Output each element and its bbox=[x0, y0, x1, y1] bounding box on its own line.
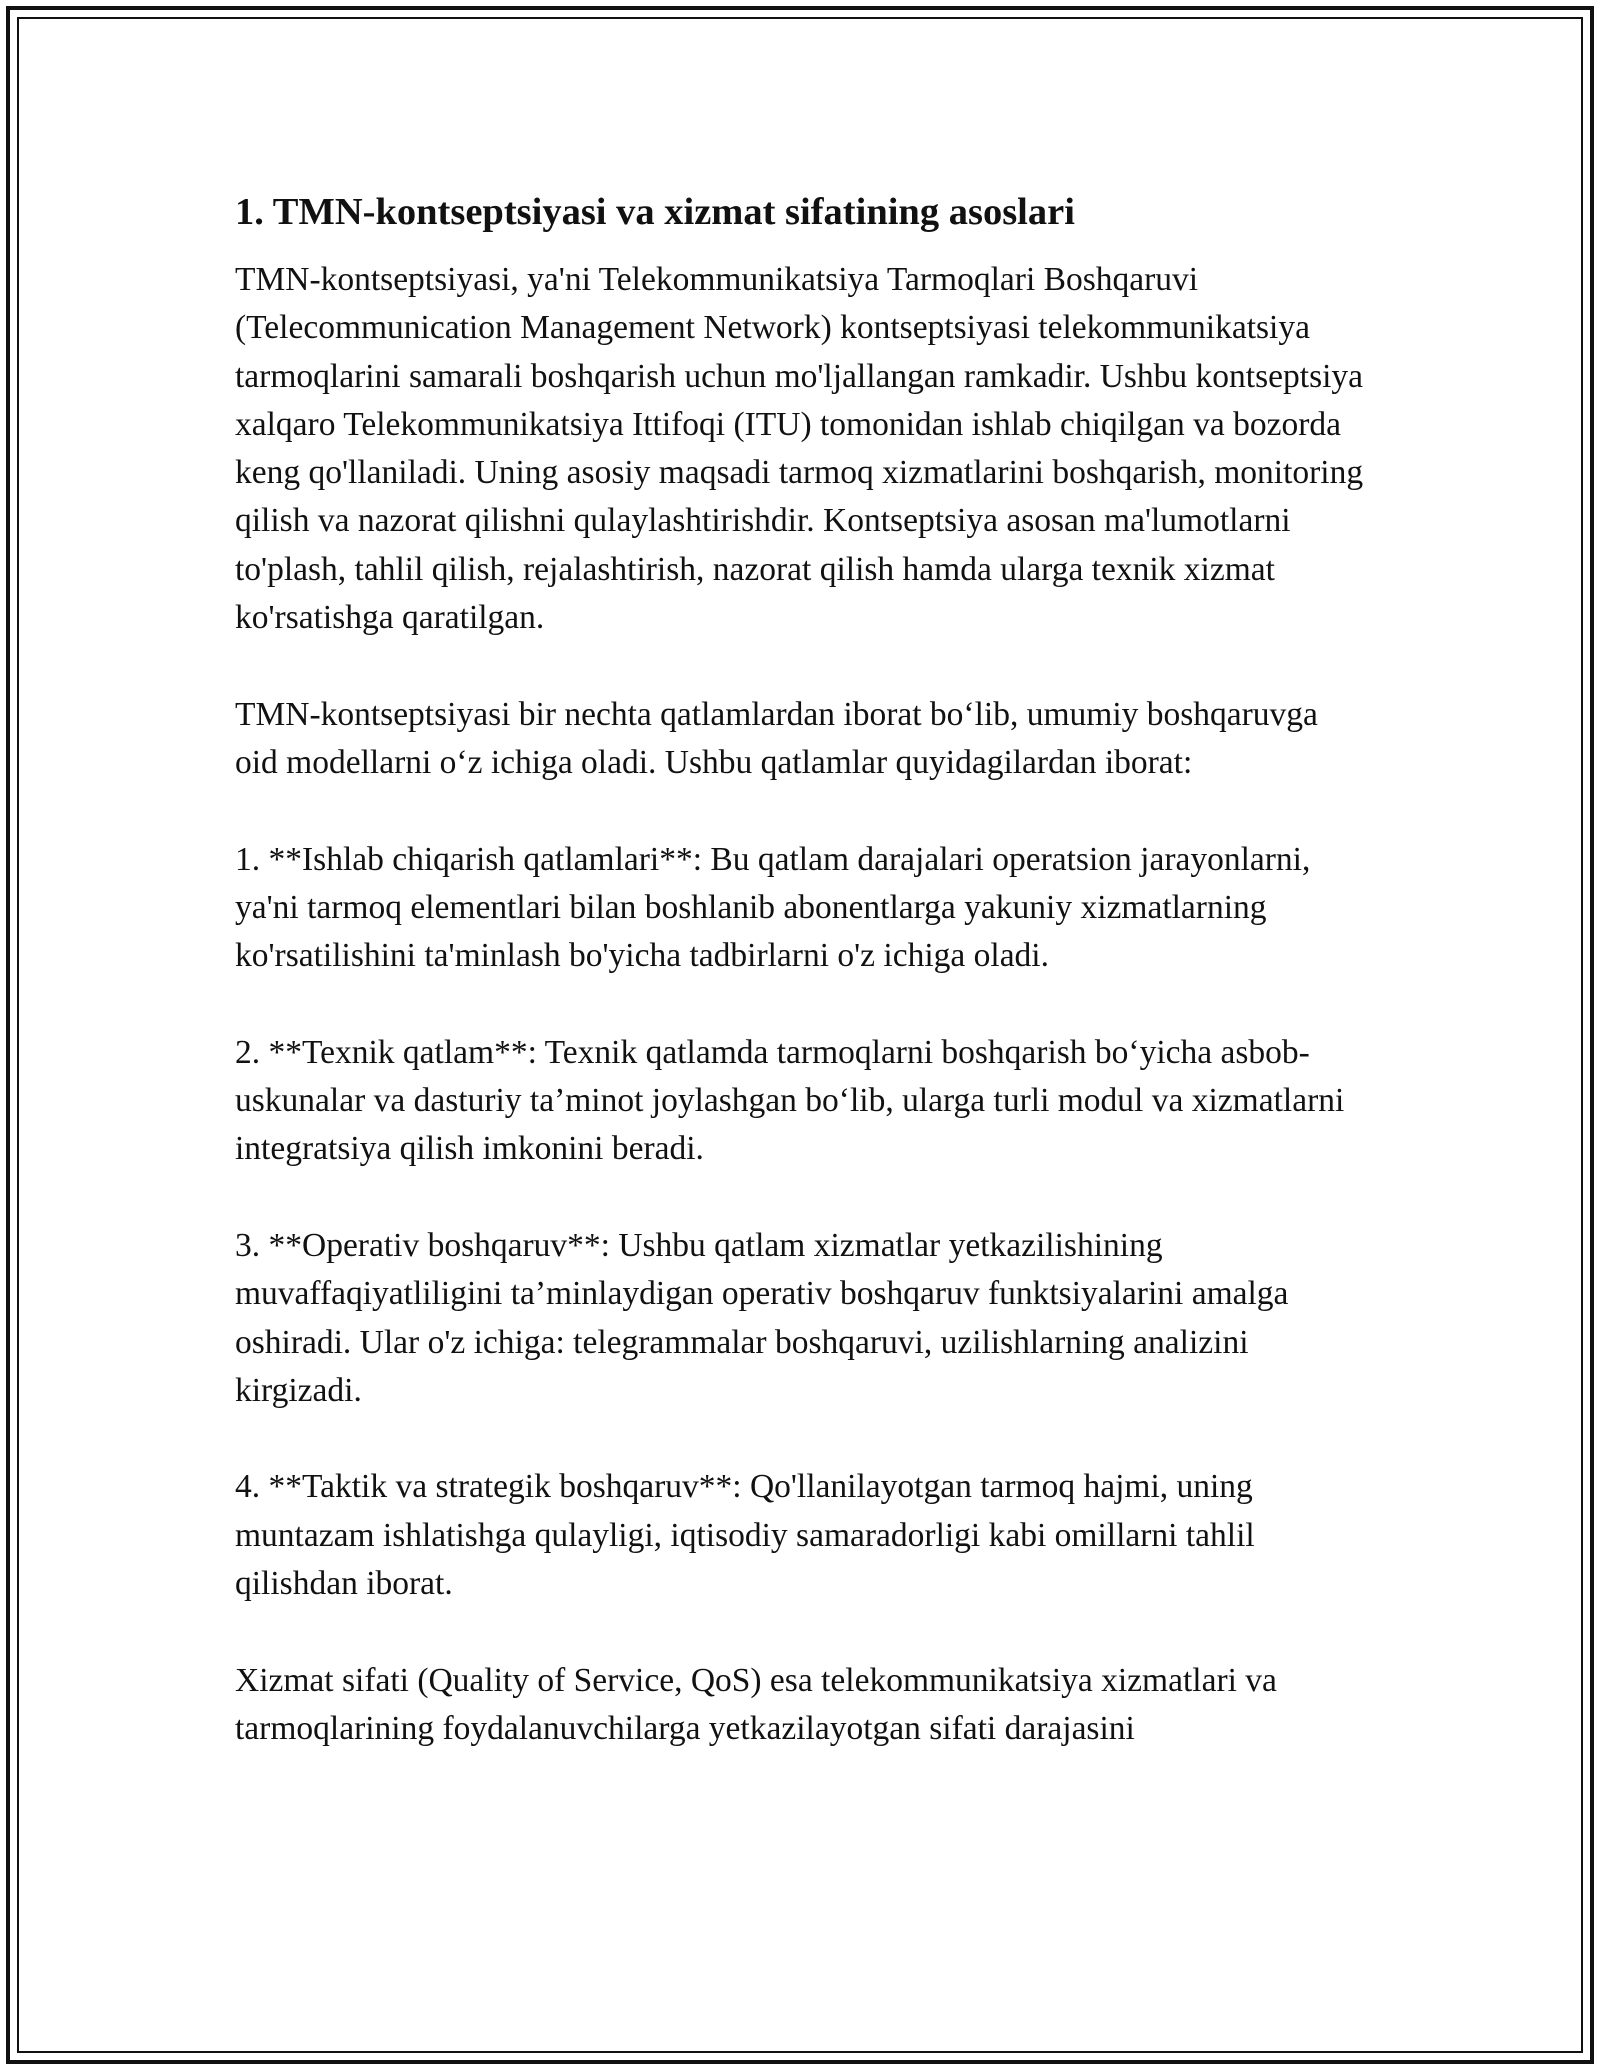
list-item-4: 4. **Taktik va strategik boshqaruv**: Qo'llanilayotgan tarmoq hajmi, uning muntazam ishlatishga qulayligi, iqtisodiy samaradorligi kabi omillarni tahlil qilishdan iborat. bbox=[235, 1468, 1255, 1603]
list-item-2: 2. **Texnik qatlam**: Texnik qatlamda tarmoqlarni boshqarish bo‘yicha asbob-uskunalar va dasturiy ta’minot joylashgan bo‘lib, ularga turli modul va xizmatlarni integratsiya qilish imkonini beradi. bbox=[235, 1033, 1345, 1168]
paragraph-intro: TMN-kontseptsiyasi, ya'ni Telekommunikatsiya Tarmoqlari Boshqaruvi (Telecommunication Management Network) kontseptsiyasi telekommunikatsiya tarmoqlarini samarali boshqarish uchun mo'ljallangan ramkadir. Ushbu kontseptsiya xalqaro Telekommunikatsiya Ittifoqi (ITU) tomonidan ishlab chiqilgan va bozorda keng qo'llaniladi. Uning asosiy maqsadi tarmoq xizmatlarini boshqarish, monitoring qilish va nazorat qilishni qulaylashtirishdir. Kontseptsiya asosan ma'lumotlarni to'plash, tahlil qilish, rejalashtirish, nazorat qilish hamda ularga texnik xizmat ko'rsatishga qaratilgan. bbox=[235, 261, 1364, 637]
paragraph-layers-intro: TMN-kontseptsiyasi bir nechta qatlamlardan iborat bo‘lib, umumiy boshqaruvga oid modellarni o‘z ichiga oladi. Ushbu qatlamlar quyidagilardan iborat: bbox=[235, 695, 1318, 781]
paragraph-qos: Xizmat sifati (Quality of Service, QoS) esa telekommunikatsiya xizmatlari va tarmoqlarining foydalanuvchilarga yetkazilayotgan sifati darajasini bbox=[235, 1661, 1277, 1747]
document-body bbox=[235, 186, 1365, 1753]
list-item-3: 3. **Operativ boshqaruv**: Ushbu qatlam xizmatlar yetkazilishining muvaffaqiyatliligini ta’minlaydigan operativ boshqaruv funktsiyalarini amalga oshiradi. Ular o'z ichiga: telegrammalar boshqaruvi, uzilishlarning analizini kirgizadi. bbox=[235, 1226, 1289, 1409]
section-heading: 1. TMN-kontseptsiyasi va xizmat sifatining asoslari bbox=[235, 191, 1075, 233]
list-item-1: 1. **Ishlab chiqarish qatlamlari**: Bu qatlam darajalari operatsion jarayonlarni, ya'ni tarmoq elementlari bilan boshlanib abonentlarga yakuniy xizmatlarning ko'rsatilishini ta'minlash bo'yicha tadbirlarni o'z ichiga oladi. bbox=[235, 840, 1311, 975]
